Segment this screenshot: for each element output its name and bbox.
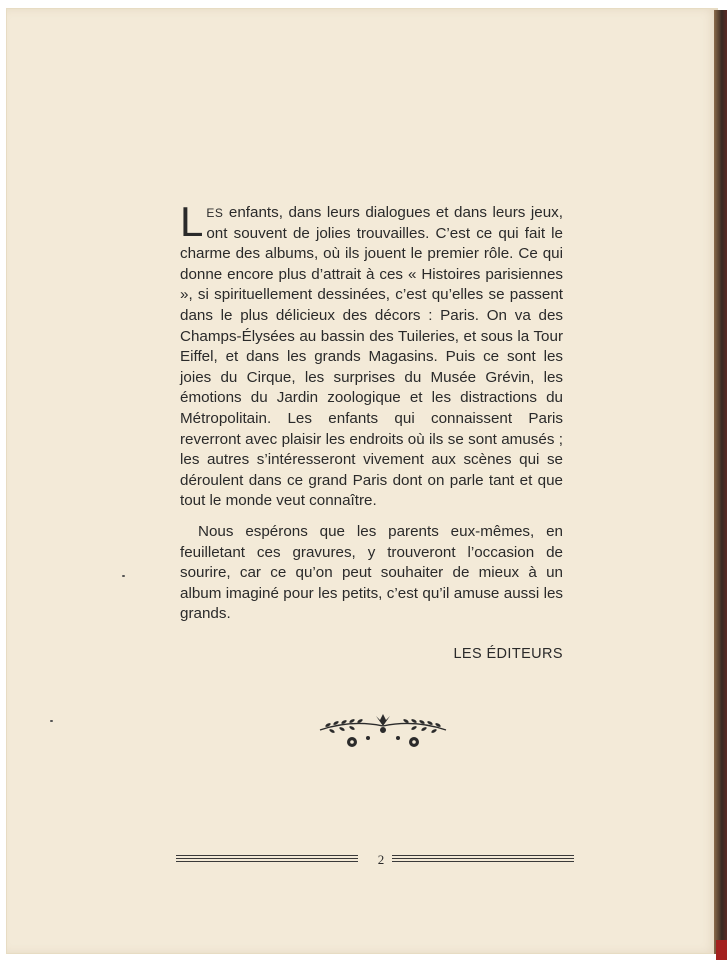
page-edge: [714, 10, 727, 954]
footer-rule-left: [176, 855, 358, 865]
page-number: 2: [377, 852, 385, 867]
paper-speck: [122, 575, 125, 577]
footer-rule-right: [392, 855, 574, 865]
binding-ribbon: [716, 940, 727, 960]
signature: LES ÉDITEURS: [453, 646, 563, 662]
preface-paragraph-2: Nous espérons que les parents eux-mêmes, en feuilletant ces gravures, y trouveront l’occasion de sourire, car ce qu’on peut souhaiter de mieux à un album imaginé pour les petits, c’est qu’il amuse aussi les grands.: [180, 522, 563, 623]
drop-cap: L: [180, 198, 204, 245]
first-word-rest: ES: [206, 206, 224, 220]
floral-ornament: [314, 712, 452, 754]
paper-speck: [50, 720, 53, 722]
preface-paragraph-1: [180, 198, 563, 512]
preface-text: [180, 198, 563, 625]
paragraph-1-body: enfants, dans leurs dialogues et dans leurs jeux, ont souvent de jolies trouvailles. C’est ce qui fait le charme des albums, où ils jouent le premier rôle. Ce qui donne encore plus d’attrait à ces « Histoires parisiennes », si spirituellement dessinées, c’est qu’elles se passent dans le plus délicieux des décors : Paris. On va des Champs-Élysées au bassin des Tuileries, et sous la Tour Eiffel, et dans les grands Magasins. Puis ce sont les joies du Cirque, les surprises du Musée Grévin, les émotions du Jardin zoologique et les distractions du Métropolitain. Les enfants qui connaissent Paris reverront avec plaisir les endroits où ils se sont amusés ; les autres s’intéresseront vivement aux scènes qui se déroulent dans ce grand Paris dont on parle tant et que tout le monde veut connaître.: [180, 204, 563, 510]
